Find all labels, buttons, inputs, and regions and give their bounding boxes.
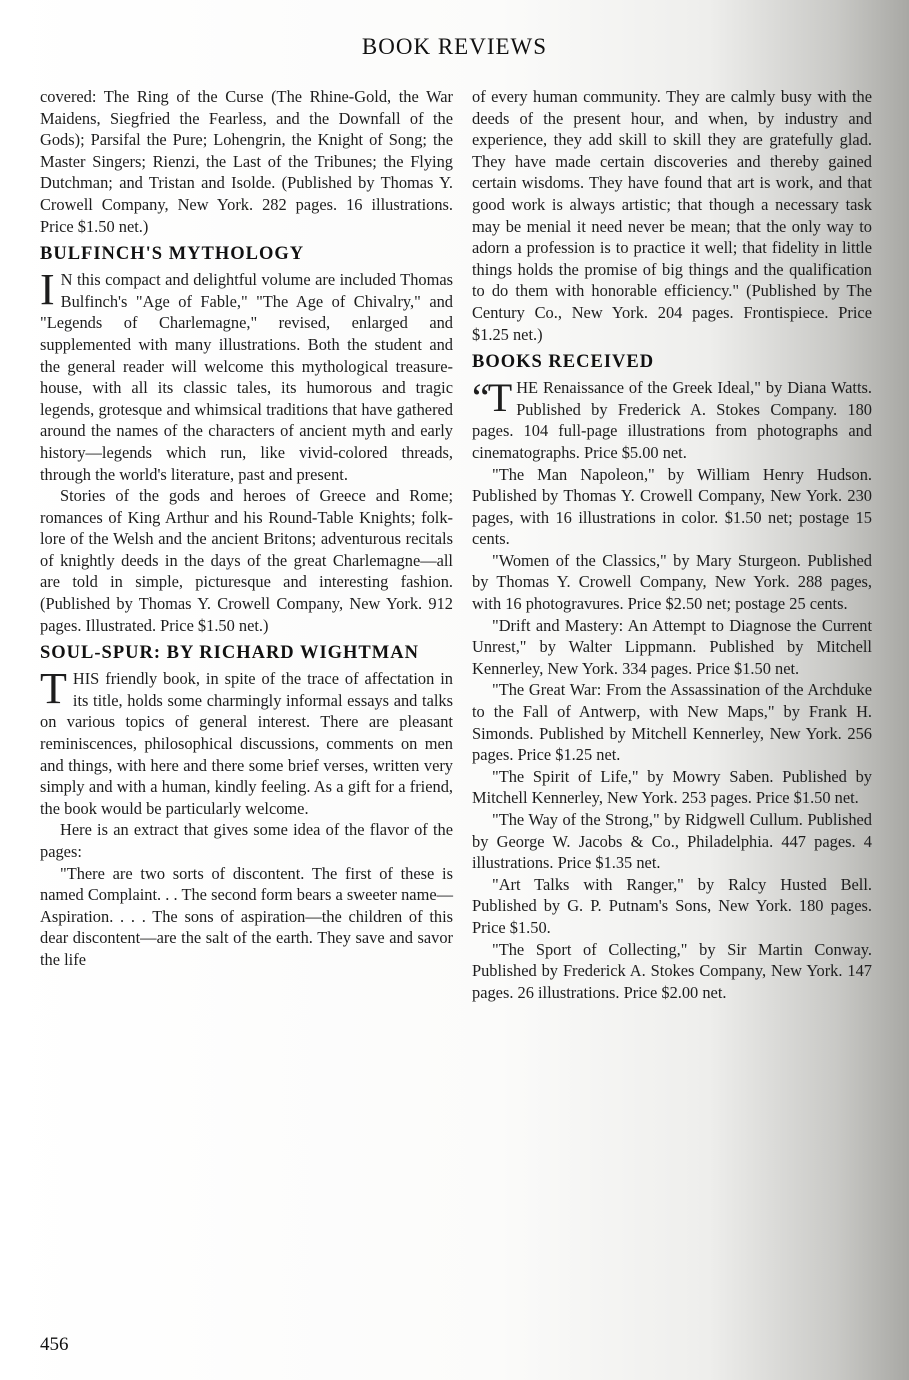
carryover-paragraph: covered: The Ring of the Curse (The Rhine-Gold, the War Maidens, Siegfried the Fearless, and the Downfall of the Gods); Parsifal the Pure; Lohengrin, the Knight of Song; the Master Singers; Rienzi, the Last of the Tribunes; the Flying Dutchman; and Tristan and Isolde. (Published by Thomas Y. Crowell Company, New York. 282 pages. 16 illustrations. Price $1.50 net.) [40,87,453,236]
books-received-first-entry [472,377,872,463]
book-entry: "The Way of the Strong," by Ridgwell Cullum. Published by George W. Jacobs & Co., Philadelphia. 447 pages. 4 illustrations. Price $1.35 net. [472,810,872,873]
page-number: 456 [40,1334,69,1355]
page-header-title: BOOK REVIEWS [361,34,548,59]
soul-spur-paragraph-2: Here is an extract that gives some idea of the flavor of the pages: [40,820,453,861]
book-entry: "The Great War: From the Assassination of the Archduke to the Fall of Antwerp, with New Maps," by Frank H. Simonds. Published by Mitchell Kennerley, New York. 256 pages. Price $1.25 net. [472,680,872,765]
drop-cap-letter: I [40,265,55,315]
soul-spur-paragraph-1 [40,664,453,819]
drop-cap-letter: “T [472,375,511,421]
book-entry: "The Spirit of Life," by Mowry Saben. Published by Mitchell Kennerley, New York. 253 pages. Price $1.50 net. [472,766,872,808]
bulfinch-paragraph-2: Stories of the gods and heroes of Greece and Rome; romances of King Arthur and his Round-Table Knights; folk-lore of the Welsh and the ancient Britons; adventurous recitals of knightly deeds in the days of the great Charlemagne—all are told in simple, picturesque and interesting fashion. (Published by Thomas Y. Crowell Company, New York. 912 pages. Illustrated. Price $1.50 net.) [40,486,453,635]
right-column [472,86,872,1003]
book-entry: "The Man Napoleon," by William Henry Hudson. Published by Thomas Y. Crowell Company, New York. 230 pages, with 16 illustrations in color. $1.50 net; postage 15 cents. [472,464,872,549]
soul-spur-quote: "There are two sorts of discontent. The first of these is named Complaint. . . The second form bears a sweeter name—Aspiration. . . . The sons of aspiration—the children of this dear discontent—are the salt of the earth. They save and savor the life [40,863,453,969]
soul-spur-paragraph-1-text: HIS friendly book, in spite of the trace of affectation in its title, holds some charmingly informal essays and talks on various topics of general interest. There are pleasant reminiscences, philosophical discussions, comments on men and things, with here and there some brief verses, written very simply and with a human, kindly feeling. As a gift for a friend, the book would be particularly welcome. [40,669,453,818]
bulfinch-paragraph-1 [40,265,453,485]
left-column [40,86,453,971]
book-entry: "Art Talks with Ranger," by Ralcy Husted Bell. Published by G. P. Putnam's Sons, New York. 180 pages. Price $1.50. [472,874,872,937]
section-heading-soul-spur: SOUL-SPUR: BY RICHARD WIGHTMAN [40,643,419,664]
section-heading-bulfinch: BULFINCH'S MYTHOLOGY [40,244,305,265]
book-entry: "Drift and Mastery: An Attempt to Diagnose the Current Unrest," by Walter Lippmann. Published by Mitchell Kennerley, New York. 334 pages. Price $1.50 net. [472,615,872,678]
book-entry: "The Sport of Collecting," by Sir Martin Conway. Published by Frederick A. Stokes Company, New York. 147 pages. 26 illustrations. Price $2.00 net. [472,939,872,1002]
books-received-first-entry-text: HE Renaissance of the Greek Ideal," by Diana Watts. Published by Frederick A. Stokes Company. 180 pages. 104 full-page illustrations from photographs and cinematographs. Price $5.00 net. [472,378,872,462]
section-heading-books-received: BOOKS RECEIVED [472,352,655,373]
carryover-quote-paragraph: of every human community. They are calmly busy with the deeds of the present hour, and when, by industry and experience, they add skill to skill they are gratefully glad. They have made certain discoveries and thereby gained certain wisdoms. They have found that art is work, and that good work is always artistic; that though a necessary task may be menial it need never be mean; that the only way to adorn a profession is to practice it well; that fidelity in little things holds the promise of big things and the qualification to do them with honorable efficiency." (Published by The Century Co., New York. 204 pages. Frontispiece. Price $1.25 net.) [472,87,872,344]
bulfinch-paragraph-1-text: N this compact and delightful volume are included Thomas Bulfinch's "Age of Fable," "The Age of Chivalry," and "Legends of Charlemagne," revised, enlarged and supplemented with many illustrations. Both the student and the general reader will welcome this mythological treasure-house, with all its classic tales, its humorous and tragic legends, grotesque and whimsical traditions that have gathered around the names of the characters of ancient myth and early history—legends which run, like vivid-colored threads, through the world's literature, past and present. [40,270,453,484]
drop-cap-letter: T [40,664,67,714]
book-entry: "Women of the Classics," by Mary Sturgeon. Published by Thomas Y. Crowell Company, New York. 288 pages, with 16 photogravures. Price $2.50 net; postage 25 cents. [472,550,872,614]
